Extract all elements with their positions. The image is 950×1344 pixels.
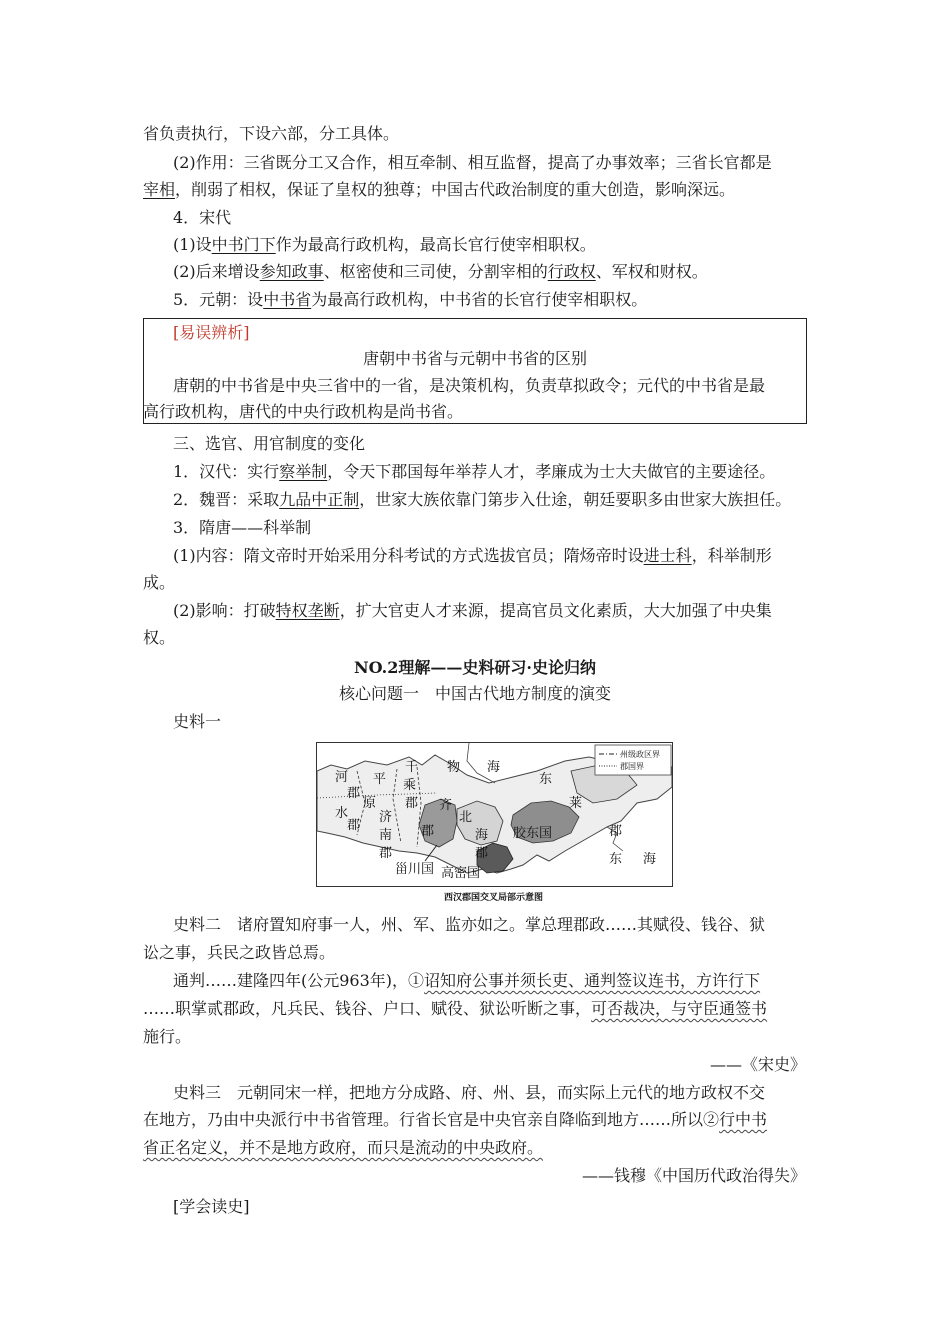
keyword: 中书门下 [211,235,276,254]
map-caption: 西汉郡国交叉局部示意图 [443,893,543,903]
text-line: 权。 [143,628,176,647]
text-line: (2)作用：三省既分工又合作，相互牵制、相互监督，提高了办事效率；三省长官都是 [173,153,772,172]
map-label: 东 [609,852,623,867]
map-label: 原 [363,796,377,811]
map-label: 郡 [405,796,419,811]
text-line [173,490,791,510]
keyword: 九品中正制 [279,490,360,509]
box-text: 高行政机构，唐代的中央行政机构是尚书省。 [143,402,464,421]
text-span: ，科举制形 [691,546,772,565]
map-label: 胶东国 [513,826,553,841]
text-span: 、枢密使和三司使，分割宰相的 [323,262,548,281]
keyword: 行政权 [547,262,596,281]
text-line [173,462,775,482]
map-label: 海 [487,760,501,775]
map-label: 河 [335,770,349,785]
keyword: 参知政事 [259,262,324,281]
highlighted-phrase: 省正名定义，并不是地方政府，而只是流动的中央政府。 [143,1138,544,1157]
map-label: 东 [539,772,553,787]
legend-label: 州级政区界 [620,750,660,759]
map-label: 南 [379,828,393,843]
section-heading: 三、选官、用官制度的变化 [173,434,366,453]
map-label: 齐 [439,798,453,813]
western-han-map [316,742,673,887]
map-label: 郡 [347,786,361,801]
text-line [173,546,772,566]
map-label: 郡 [421,824,435,839]
highlighted-phrase: 行中书 [719,1110,768,1129]
map-label: 水 [335,806,349,821]
text-line [173,601,772,621]
highlighted-phrase: 可否裁决，与守臣通签书 [591,999,768,1018]
text-line [143,180,735,200]
legend-label: 郡国界 [620,762,644,771]
map-label: 济 [379,810,393,825]
text-span: 、军权和财权。 [595,262,708,281]
source-citation: ——钱穆《中国历代政治得失》 [581,1166,806,1185]
source-label: 史料一 [173,712,222,731]
map-label: 高密国 [441,866,481,881]
text-line [173,290,647,310]
map-label: 郡 [379,846,393,861]
text-span: ，扩大官吏人才来源，提高官员文化素质，大大加强了中央集 [339,601,772,620]
core-question-title: 核心问题一 中国古代地方制度的演变 [338,684,611,703]
keyword: 进士科 [643,546,692,565]
map-label: 乘 [403,778,417,793]
map-label: 郡 [609,824,623,839]
text-span: 1．汉代：实行 [173,462,280,481]
text-span: 在地方，乃由中央派行中书省管理。行省长官是中央官亲自降临到地方……所以② [143,1110,720,1129]
text-span: ，削弱了相权，保证了皇权的独尊；中国古代政治制度的重大创造，影响深远。 [175,180,736,199]
learn-reading-tag: [学会读史] [173,1197,250,1216]
map-label: 郡 [347,818,361,833]
text-span: 2．魏晋：采取 [173,490,280,509]
text-span: ，令天下郡国每年举荐人才，孝廉成为士大夫做官的主要途径。 [327,462,776,481]
heading-song: 4．宋代 [173,208,232,227]
source-3-text: 史料三 元朝同宋一样，把地方分成路、府、州、县，而实际上元代的地方政权不交 [173,1083,766,1102]
source-3-text [143,1110,767,1130]
source-3-text [143,1138,543,1158]
map-label: 莱 [569,796,583,811]
source-2-text [173,971,760,991]
text-span: (1)内容：隋文帝时开始采用分科考试的方式选拔官员；隋炀帝时设 [173,546,644,565]
text-span: 作为最高行政机构，最高长官行使宰相职权。 [275,235,596,254]
source-citation: ——《宋史》 [709,1055,806,1074]
source-2-text [143,999,767,1019]
box-text: 唐朝的中书省是中央三省中的一省，是决策机构，负责草拟政令；元代的中书省是最 [173,376,766,395]
map-label: 北 [459,810,473,825]
highlighted-phrase: 诏知府公事并须长吏、通判签议连书，方许行下 [424,971,761,990]
text-span: (2)后来增设 [173,262,260,281]
text-span: ，世家大族依靠门第步入仕途，朝廷要职多由世家大族担任。 [359,490,792,509]
keyword: 特权垄断 [275,601,340,620]
map-drawing [317,743,672,886]
box-title: 唐朝中书省与元朝中书省的区别 [362,349,587,368]
map-label: 郡 [475,846,489,861]
text-span: 5．元朝：设 [173,290,264,309]
keyword: 中书省 [263,290,312,309]
text-line: 成。 [143,573,176,592]
map-label: 海 [475,828,489,843]
keyword: 宰相 [143,180,176,199]
box-tag: [易误辨析] [173,323,250,342]
map-label: 甾川国 [395,862,435,877]
text-line [173,235,596,255]
text-line: 省负责执行，下设六部，分工具体。 [143,124,400,143]
map-label: 平 [373,772,387,787]
text-span: 为最高行政机构，中书省的长官行使宰相职权。 [311,290,648,309]
source-2-text: 史料二 诸府置知府事一人，州、军、监亦如之。掌总理郡政……其赋役、钱谷、狱 [173,915,766,934]
source-2-text: 施行。 [143,1027,192,1046]
map-label: 物 [447,760,461,775]
map-label: 千 [405,760,419,775]
text-span: (2)影响：打破 [173,601,276,620]
keyword: 察举制 [279,462,328,481]
part-title: NO.2理解——史料研习·史论归纳 [354,658,596,677]
map-label: 海 [643,852,657,867]
text-span: ……职掌贰郡政，凡兵民、钱谷、户口、赋役、狱讼听断之事， [143,999,592,1018]
text-span: 通判……建隆四年(公元963年)，① [173,971,425,990]
text-line: 3．隋唐——科举制 [173,518,312,537]
source-2-text: 讼之事，兵民之政皆总焉。 [143,943,336,962]
text-line [173,262,708,282]
text-span: (1)设 [173,235,212,254]
